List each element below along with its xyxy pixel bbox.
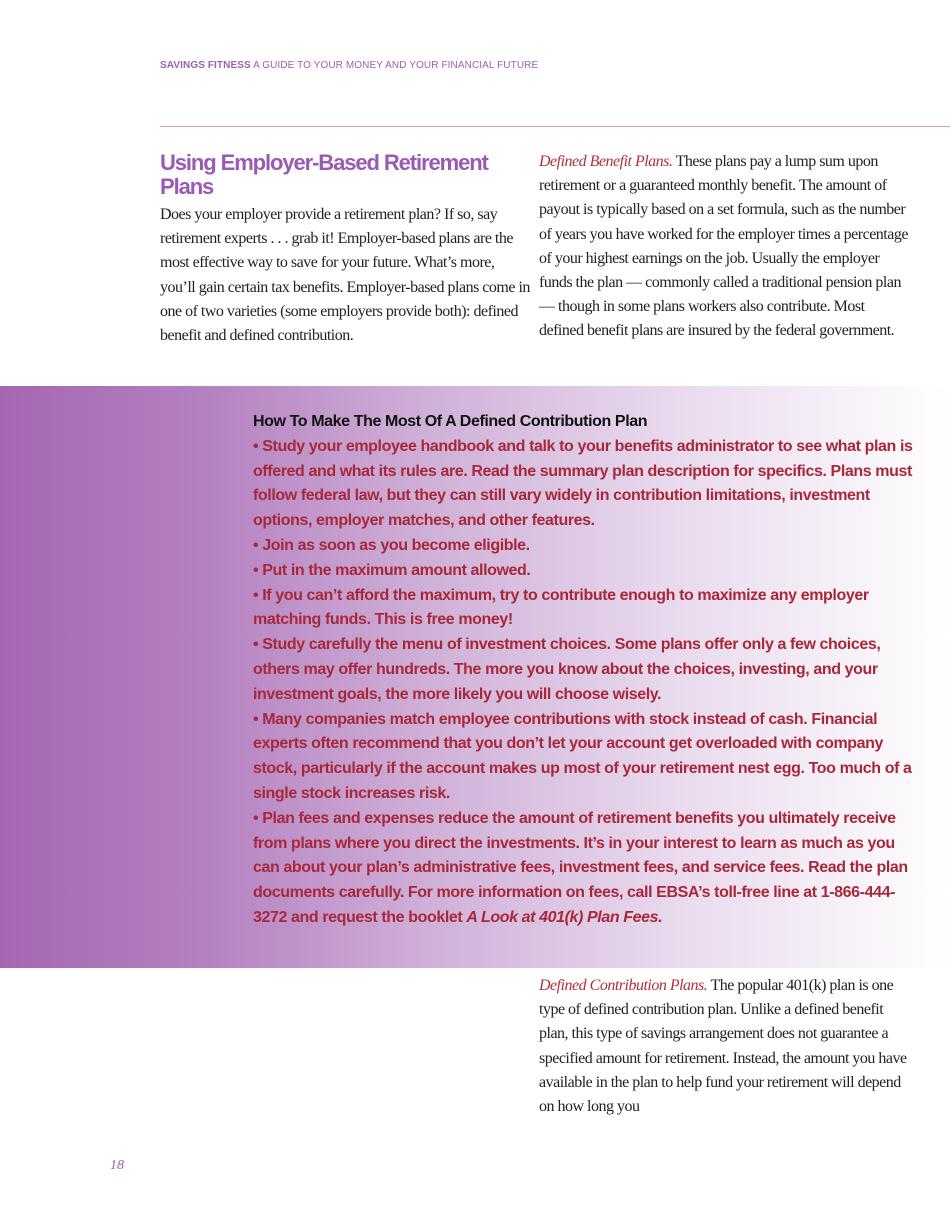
defined-benefit-lead: Defined Benefit Plans.: [539, 153, 673, 170]
tips-callout-content: [253, 410, 918, 931]
tip-item: • Many companies match employee contributions with stock instead of cash. Financial experts often recommend that you don’t let your account get overloaded with company stock, particularly if the account makes up most of your retirement nest egg. Too much of a single stock increases risk.: [253, 708, 918, 807]
callout-title: How To Make The Most Of A Defined Contribution Plan: [253, 413, 648, 430]
section-title: Using Employer-Based Retirement Plans: [160, 150, 488, 199]
tip-item: • Study your employee handbook and talk to your benefits administrator to see what plan is offered and what its rules are. Read the summary plan description for specifics. Plans must follow federal law, but they can still vary widely in contribution limitations, investment options, employer matches, and other features.: [253, 435, 918, 534]
defined-contribution-text: The popular 401(k) plan is one type of defined contribution plan. Unlike a defined benefit plan, this type of savings arrangement does not guarantee a specified amount for retirement. Instead, the amount you have available in the plan to help fund your retirement will depend on how long you: [539, 977, 907, 1116]
running-head-subtitle: A GUIDE TO YOUR MONEY AND YOUR FINANCIAL FUTURE: [253, 60, 539, 71]
tip-item: • Study carefully the menu of investment choices. Some plans offer only a few choices, others may offer hundreds. The more you know about the choices, investing, and your investment goals, the more likely you will choose wisely.: [253, 633, 918, 707]
tip-item: • Join as soon as you become eligible.: [253, 534, 918, 559]
running-head: [160, 60, 538, 71]
tip-item-fees: [253, 807, 918, 931]
tip-item: • If you can’t afford the maximum, try to contribute enough to maximize any employer matching funds. This is free money!: [253, 584, 918, 634]
running-head-brand: SAVINGS FITNESS: [160, 60, 251, 71]
tips-callout-box: [0, 386, 950, 968]
tip-item: • Put in the maximum amount allowed.: [253, 559, 918, 584]
fees-tip-text: Plan fees and expenses reduce the amount of retirement benefits you ultimately receive from plans where you direct the investments. It’s in your interest to learn as much as you can about your plan’s administrative fees, investment fees, and service fees. Read the plan documents carefully. For more information on fees, call EBSA’s toll-free line at 1-866-444-3272 and request the booklet: [253, 809, 908, 926]
defined-benefit-paragraph: [539, 150, 911, 344]
defined-contribution-paragraph: [539, 974, 911, 1119]
header-rule: [160, 126, 950, 127]
defined-benefit-text: These plans pay a lump sum upon retirement or a guaranteed monthly benefit. The amount of payout is typically based on a set formula, such as the number of years you have worked for the employer times a percentage of your highest earnings on the job. Usually the employer funds the plan — commonly called a traditional pension plan — though in some plans workers also contribute. Most defined benefit plans are insured by the federal government.: [539, 153, 908, 340]
booklet-title: A Look at 401(k) Plan Fees.: [466, 908, 663, 926]
tips-list: [253, 435, 918, 931]
page-number: 18: [110, 1158, 124, 1173]
intro-paragraph: Does your employer provide a retirement plan? If so, say retirement experts . . . grab it! Employer-based plans are the most effective way to save for your future. What’s more, you’ll gain certain tax benefits. Employer-based plans come in one of two varieties (some employers provide both): defined benefit and defined contribution.: [160, 206, 530, 345]
defined-contribution-lead: Defined Contribution Plans.: [539, 977, 708, 994]
